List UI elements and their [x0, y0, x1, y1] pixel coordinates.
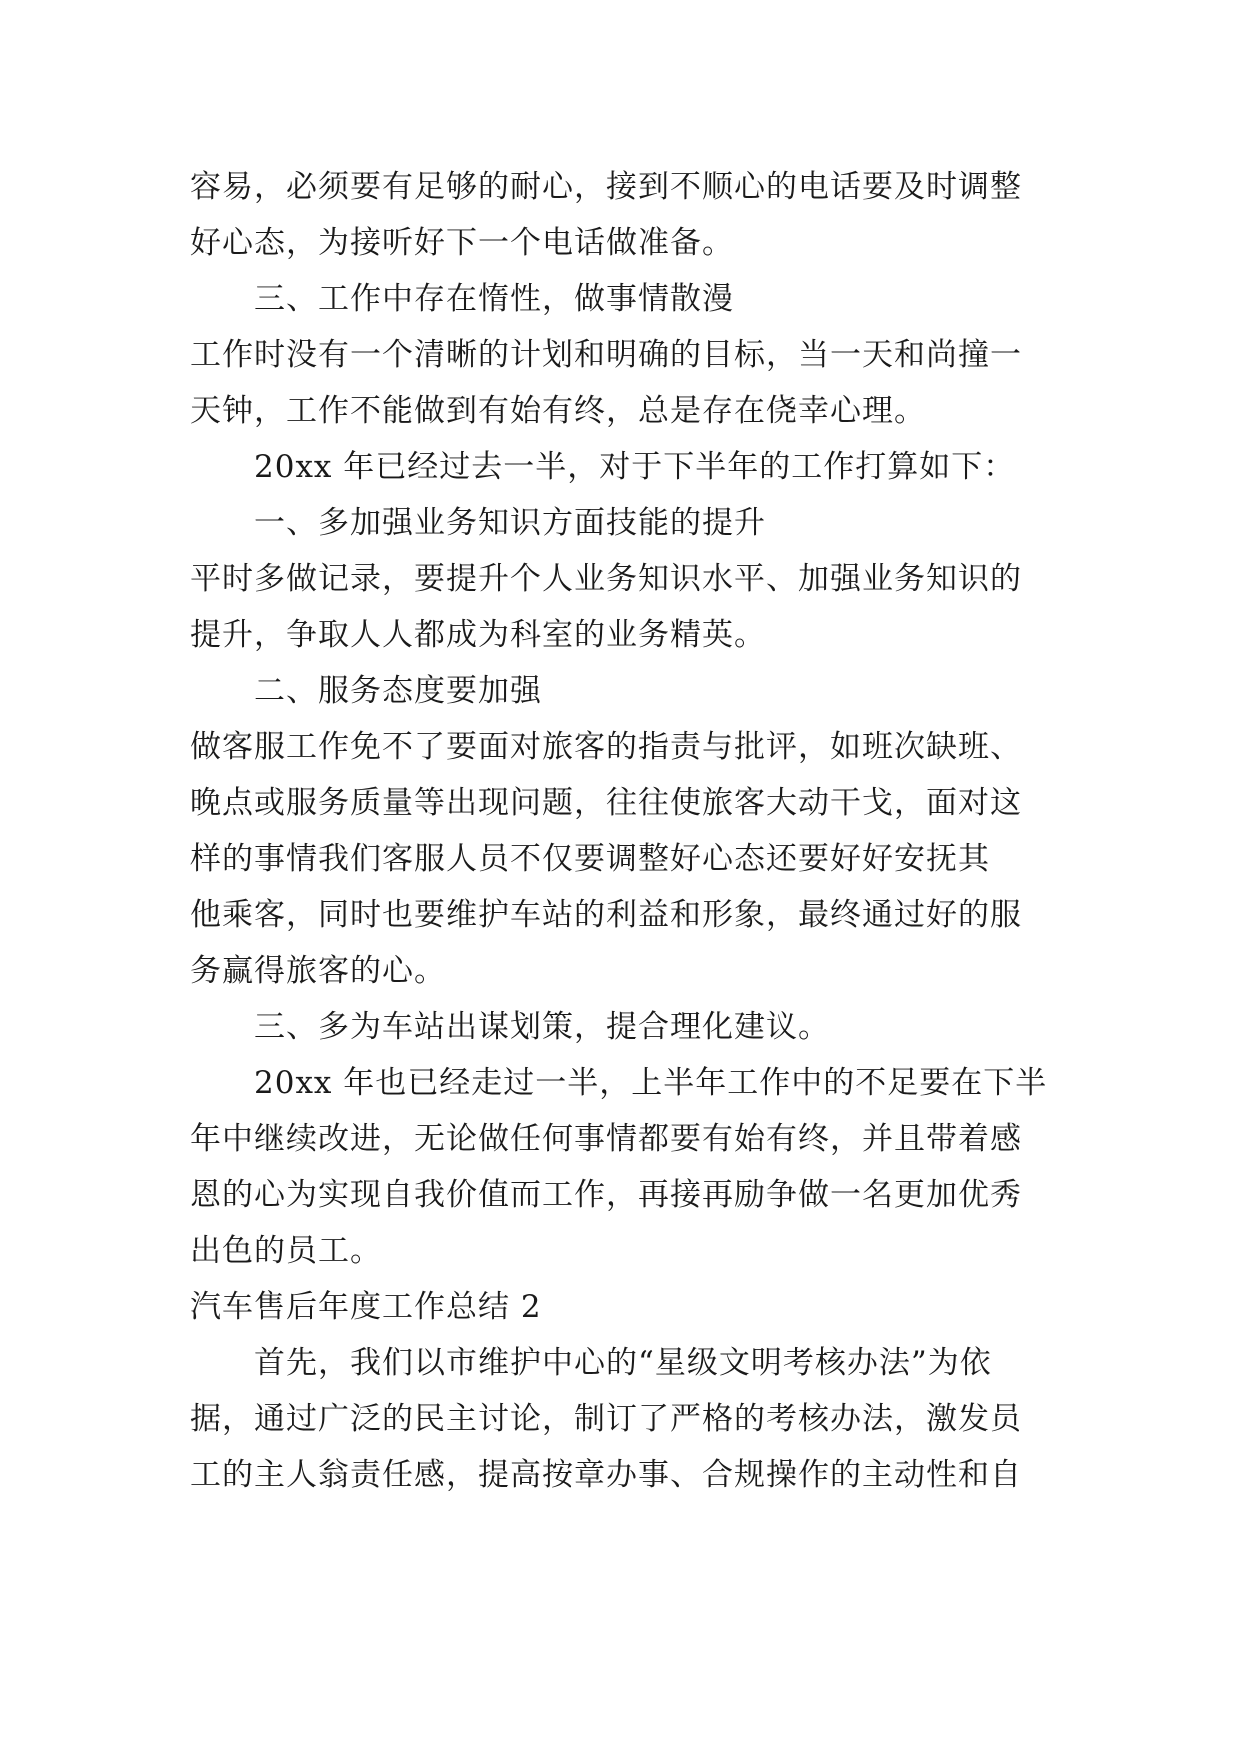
document-title: 汽车售后年度工作总结 2	[190, 1289, 542, 1325]
text-line: 晚点或服务质量等出现问题，往往使旅客大动干戈，面对这	[190, 785, 1022, 821]
section-heading: 二、服务态度要加强	[254, 673, 542, 709]
text-line: 恩的心为实现自我价值而工作，再接再励争做一名更加优秀	[190, 1177, 1022, 1213]
text-line: 容易，必须要有足够的耐心，接到不顺心的电话要及时调整	[190, 169, 1022, 205]
text-line: 好心态，为接听好下一个电话做准备。	[190, 225, 734, 261]
section-heading: 一、多加强业务知识方面技能的提升	[254, 505, 766, 541]
text-line: 首先，我们以市维护中心的“星级文明考核办法”为依	[254, 1345, 992, 1381]
text-line: 做客服工作免不了要面对旅客的指责与批评，如班次缺班、	[190, 729, 1022, 765]
section-heading: 三、工作中存在惰性，做事情散漫	[254, 281, 734, 317]
text-line: 提升，争取人人都成为科室的业务精英。	[190, 617, 766, 653]
text-line: 20xx 年已经过去一半，对于下半年的工作打算如下：	[254, 449, 1016, 485]
text-line: 据，通过广泛的民主讨论，制订了严格的考核办法，激发员	[190, 1401, 1022, 1437]
section-heading: 三、多为车站出谋划策，提合理化建议。	[254, 1009, 830, 1045]
text-line: 出色的员工。	[190, 1233, 382, 1269]
text-line: 务赢得旅客的心。	[190, 953, 446, 989]
text-line: 样的事情我们客服人员不仅要调整好心态还要好好安抚其	[190, 841, 990, 877]
text-line: 年中继续改进，无论做任何事情都要有始有终，并且带着感	[190, 1121, 1022, 1157]
text-line: 平时多做记录，要提升个人业务知识水平、加强业务知识的	[190, 561, 1022, 597]
text-line: 天钟，工作不能做到有始有终，总是存在侥幸心理。	[190, 393, 926, 429]
text-line: 工作时没有一个清晰的计划和明确的目标，当一天和尚撞一	[190, 337, 1022, 373]
text-line: 他乘客，同时也要维护车站的利益和形象，最终通过好的服	[190, 897, 1022, 933]
text-line: 20xx 年也已经走过一半，上半年工作中的不足要在下半	[254, 1065, 1048, 1101]
text-line: 工的主人翁责任感，提高按章办事、合规操作的主动性和自	[190, 1457, 1022, 1493]
